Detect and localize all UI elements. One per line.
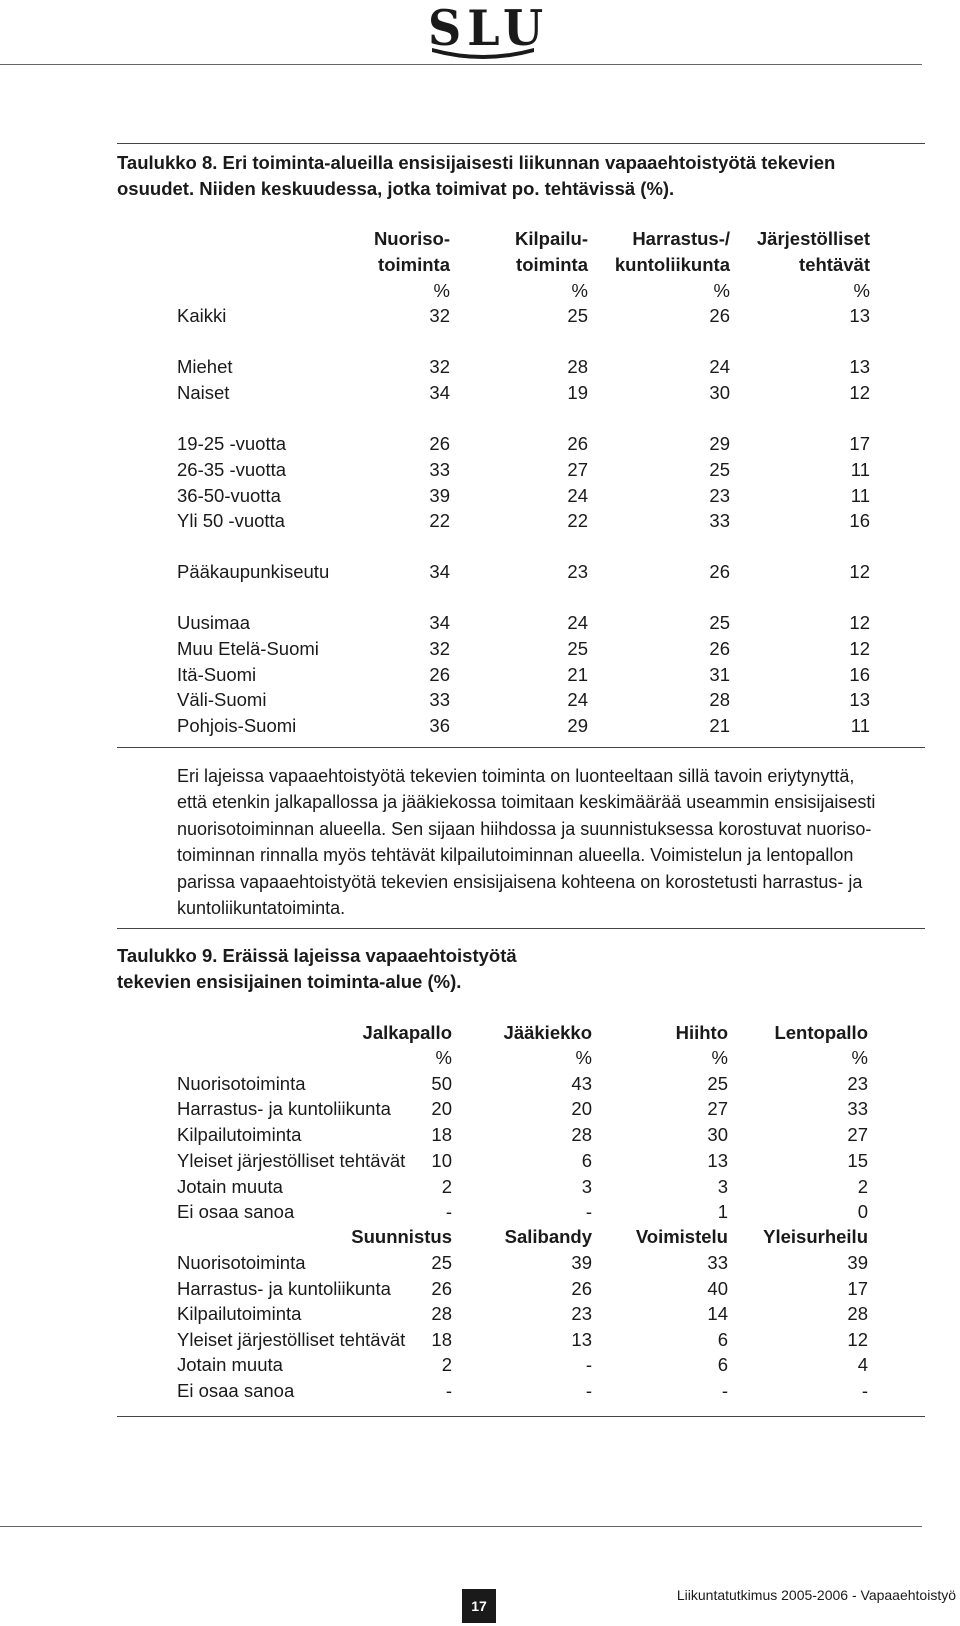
table8-col-jarjesto-line1: Järjestölliset — [756, 228, 870, 249]
table-row — [0, 1250, 960, 1276]
cell: 11 — [850, 715, 870, 736]
table8-col-kilpailu-line1: Kilpailu- — [515, 228, 588, 249]
paragraph-line: parissa vapaaehtoistyötä tekevien ensisijaisena kohteena on korostetusti harrastus- ja — [177, 871, 863, 892]
table-row — [0, 636, 960, 662]
cell: 6 — [717, 1329, 728, 1350]
cell: 36 — [429, 715, 450, 736]
cell: 17 — [847, 1278, 868, 1299]
row-label: Pohjois-Suomi — [177, 715, 297, 736]
cell: - — [861, 1380, 868, 1401]
cell: 3 — [581, 1176, 592, 1197]
row-label: Ei osaa sanoa — [177, 1380, 295, 1401]
cell: 26 — [709, 305, 730, 326]
table9-unit: % — [851, 1047, 868, 1068]
cell: 25 — [709, 612, 730, 633]
cell: 33 — [709, 510, 730, 531]
table-row — [0, 380, 960, 406]
cell: - — [585, 1201, 592, 1222]
cell: 32 — [429, 305, 450, 326]
cell: 29 — [709, 433, 730, 454]
paragraph-line: Eri lajeissa vapaaehtoistyötä tekevien toiminta on luonteeltaan sillä tavoin eriytynyttä, — [177, 766, 855, 786]
cell: 13 — [571, 1329, 592, 1350]
cell: 25 — [707, 1073, 728, 1094]
cell: 11 — [850, 485, 870, 506]
table9-caption-line2: tekevien ensisijainen toiminta-alue (%). — [117, 971, 462, 992]
table8-header-row1 — [0, 226, 960, 252]
table-row — [0, 1199, 960, 1225]
cell: 24 — [567, 612, 588, 633]
row-label: Miehet — [177, 356, 233, 377]
table9-bottom-rule — [117, 1416, 925, 1417]
table8-top-rule — [117, 143, 925, 144]
cell: 26 — [429, 433, 450, 454]
table9-block2-header — [0, 1224, 960, 1250]
row-label: Jotain muuta — [177, 1176, 283, 1197]
cell: 18 — [431, 1329, 452, 1350]
cell: 13 — [849, 356, 870, 377]
cell: 21 — [709, 715, 730, 736]
table8-col-nuoriso-line1: Nuoriso- — [373, 228, 450, 249]
table8-caption-line1: Taulukko 8. Eri toiminta-alueilla ensisijaisesti liikunnan vapaaehtoistyötä tekevien — [117, 152, 836, 173]
table9-unit: % — [435, 1047, 452, 1068]
table8-unit: % — [433, 280, 450, 301]
row-label: 19-25 -vuotta — [177, 433, 287, 454]
table-row — [0, 303, 960, 329]
table8-caption-line2: osuudet. Niiden keskuudessa, jotka toimivat po. tehtävissä (%). — [117, 178, 675, 199]
cell: 23 — [571, 1303, 592, 1324]
table8-col-nuoriso-line2: toiminta — [378, 254, 450, 275]
table-row — [0, 354, 960, 380]
cell: 30 — [707, 1124, 728, 1145]
row-label: Muu Etelä-Suomi — [177, 638, 319, 659]
row-label: Väli-Suomi — [177, 689, 267, 710]
cell: 13 — [849, 689, 870, 710]
cell: 30 — [709, 382, 730, 403]
cell: 0 — [857, 1201, 868, 1222]
cell: 39 — [429, 485, 450, 506]
row-label: Jotain muuta — [177, 1354, 283, 1375]
table-row — [0, 1096, 960, 1122]
cell: 24 — [567, 485, 588, 506]
table9-caption-line1: Taulukko 9. Eräissä lajeissa vapaaehtoistyötä — [117, 945, 517, 966]
table8-unit: % — [713, 280, 730, 301]
cell: 23 — [847, 1073, 868, 1094]
cell: 27 — [567, 459, 588, 480]
cell: 28 — [847, 1303, 868, 1324]
cell: 33 — [429, 689, 450, 710]
table8-unit: % — [571, 280, 588, 301]
table-row — [0, 610, 960, 636]
cell: 28 — [571, 1124, 592, 1145]
cell: 26 — [571, 1278, 592, 1299]
cell: 40 — [707, 1278, 728, 1299]
table9-unit-row — [0, 1045, 960, 1071]
paragraph-line: nuorisotoiminnan alueella. Sen sijaan hiihdossa ja suunnistuksessa korostuvat nuoriso- — [177, 818, 872, 839]
table-row — [0, 1174, 960, 1200]
cell: 12 — [849, 612, 870, 633]
cell: 28 — [567, 356, 588, 377]
cell: 33 — [847, 1098, 868, 1119]
col-header: Hiihto — [675, 1022, 728, 1043]
body-paragraph — [177, 763, 959, 921]
cell: 12 — [849, 382, 870, 403]
cell: 39 — [571, 1252, 592, 1273]
cell: 16 — [849, 664, 870, 685]
cell: 12 — [847, 1329, 868, 1350]
cell: 20 — [571, 1098, 592, 1119]
slu-logo — [428, 0, 550, 60]
cell: 17 — [849, 433, 870, 454]
row-label: Nuorisotoiminta — [177, 1252, 306, 1273]
logo-swoosh-icon — [428, 44, 538, 60]
table8-col-jarjesto-line2: tehtävät — [799, 254, 870, 275]
paragraph-line: toiminnan rinnalla myös tehtävät kilpailutoiminnan alueella. Voimistelun ja lentopallon — [177, 845, 854, 866]
row-label: Harrastus- ja kuntoliikunta — [177, 1098, 391, 1119]
row-label: Kilpailutoiminta — [177, 1303, 302, 1324]
cell: 3 — [717, 1176, 728, 1197]
table8-col-harrastus-line2: kuntoliikunta — [614, 254, 730, 275]
cell: 25 — [709, 459, 730, 480]
table-row — [0, 1378, 960, 1404]
row-label: Naiset — [177, 382, 230, 403]
cell: 29 — [567, 715, 588, 736]
col-header: Suunnistus — [351, 1226, 452, 1247]
cell: 34 — [429, 382, 450, 403]
footer-publication: Liikuntatutkimus 2005-2006 - Vapaaehtoistyö — [676, 1587, 956, 1603]
table-row — [0, 1071, 960, 1097]
table-row — [0, 713, 960, 739]
cell: 12 — [849, 638, 870, 659]
cell: 25 — [567, 638, 588, 659]
cell: 16 — [849, 510, 870, 531]
table8-unit: % — [853, 280, 870, 301]
cell: 11 — [850, 459, 870, 480]
cell: 20 — [431, 1098, 452, 1119]
paragraph-line: että etenkin jalkapallossa ja jääkiekossa toimitaan keskimäärää useammin ensisijaisesti — [177, 792, 876, 813]
cell: 27 — [847, 1124, 868, 1145]
table-row — [0, 1352, 960, 1378]
cell: 33 — [707, 1252, 728, 1273]
table-row — [0, 1276, 960, 1302]
cell: 24 — [567, 689, 588, 710]
cell: 23 — [567, 561, 588, 582]
row-label: Harrastus- ja kuntoliikunta — [177, 1278, 391, 1299]
cell: 23 — [709, 485, 730, 506]
row-label: Yleiset järjestölliset tehtävät — [177, 1329, 406, 1350]
table-row — [0, 508, 960, 534]
row-label: Pääkaupunkiseutu — [177, 561, 330, 582]
cell: 25 — [567, 305, 588, 326]
cell: 26 — [709, 561, 730, 582]
table-row — [0, 1327, 960, 1353]
cell: 25 — [431, 1252, 452, 1273]
table-row — [0, 559, 960, 585]
col-header: Jääkiekko — [503, 1022, 592, 1043]
cell: 50 — [431, 1073, 452, 1094]
table-row — [0, 662, 960, 688]
cell: 2 — [441, 1354, 452, 1375]
cell: 19 — [567, 382, 588, 403]
table8-col-kilpailu-line2: toiminta — [516, 254, 588, 275]
cell: 34 — [429, 612, 450, 633]
table-row — [0, 483, 960, 509]
cell: 43 — [571, 1073, 592, 1094]
cell: 6 — [581, 1150, 592, 1171]
cell: 27 — [707, 1098, 728, 1119]
cell: 32 — [429, 638, 450, 659]
row-label: Uusimaa — [177, 612, 250, 633]
paragraph-line: kuntoliikuntatoiminta. — [177, 898, 346, 919]
cell: - — [721, 1380, 728, 1401]
col-header: Lentopallo — [774, 1022, 868, 1043]
cell: 22 — [567, 510, 588, 531]
cell: 21 — [567, 664, 588, 685]
cell: 14 — [707, 1303, 728, 1324]
cell: - — [445, 1380, 452, 1401]
row-label: 26-35 -vuotta — [177, 459, 287, 480]
table-row — [0, 687, 960, 713]
row-label: Nuorisotoiminta — [177, 1073, 306, 1094]
table9-top-rule — [117, 928, 925, 929]
col-header: Voimistelu — [635, 1226, 728, 1247]
cell: 28 — [709, 689, 730, 710]
col-header: Salibandy — [504, 1226, 592, 1247]
table-row — [0, 431, 960, 457]
cell: 18 — [431, 1124, 452, 1145]
table8-header-row2 — [0, 252, 960, 278]
cell: 10 — [431, 1150, 452, 1171]
row-label: Yleiset järjestölliset tehtävät — [177, 1150, 406, 1171]
col-header: Yleisurheilu — [763, 1226, 868, 1247]
table9-caption — [117, 943, 957, 995]
cell: 4 — [857, 1354, 868, 1375]
page-number: 17 — [462, 1589, 496, 1623]
header-rule — [0, 64, 922, 65]
row-label: 36-50-vuotta — [177, 485, 281, 506]
table-row — [0, 1122, 960, 1148]
cell: 28 — [431, 1303, 452, 1324]
table8-bottom-rule — [117, 747, 925, 748]
row-label: Itä-Suomi — [177, 664, 257, 685]
cell: 39 — [847, 1252, 868, 1273]
table8-unit-row — [0, 278, 960, 304]
table9-block1-header — [0, 1020, 960, 1046]
footer-rule — [0, 1526, 922, 1527]
table8-caption — [117, 150, 957, 202]
cell: 24 — [709, 356, 730, 377]
cell: 1 — [717, 1201, 728, 1222]
table8-col-harrastus-line1: Harrastus-/ — [632, 228, 730, 249]
cell: 32 — [429, 356, 450, 377]
cell: 12 — [849, 561, 870, 582]
table9-unit: % — [575, 1047, 592, 1068]
col-header: Jalkapallo — [362, 1022, 452, 1043]
logo-text: SLU — [428, 0, 550, 57]
cell: 26 — [429, 664, 450, 685]
cell: 26 — [709, 638, 730, 659]
table-row — [0, 457, 960, 483]
row-label: Ei osaa sanoa — [177, 1201, 295, 1222]
table-row — [0, 1301, 960, 1327]
row-label: Yli 50 -vuotta — [177, 510, 285, 531]
row-label: Kilpailutoiminta — [177, 1124, 302, 1145]
cell: 2 — [857, 1176, 868, 1197]
cell: 33 — [429, 459, 450, 480]
cell: 15 — [847, 1150, 868, 1171]
cell: 22 — [429, 510, 450, 531]
cell: - — [585, 1380, 592, 1401]
cell: 31 — [709, 664, 730, 685]
cell: 6 — [717, 1354, 728, 1375]
cell: - — [445, 1201, 452, 1222]
cell: 26 — [431, 1278, 452, 1299]
cell: 34 — [429, 561, 450, 582]
table9-unit: % — [711, 1047, 728, 1068]
row-label: Kaikki — [177, 305, 227, 326]
cell: 13 — [707, 1150, 728, 1171]
cell: 2 — [441, 1176, 452, 1197]
table-row — [0, 1148, 960, 1174]
cell: 13 — [849, 305, 870, 326]
cell: 26 — [567, 433, 588, 454]
cell: - — [585, 1354, 592, 1375]
